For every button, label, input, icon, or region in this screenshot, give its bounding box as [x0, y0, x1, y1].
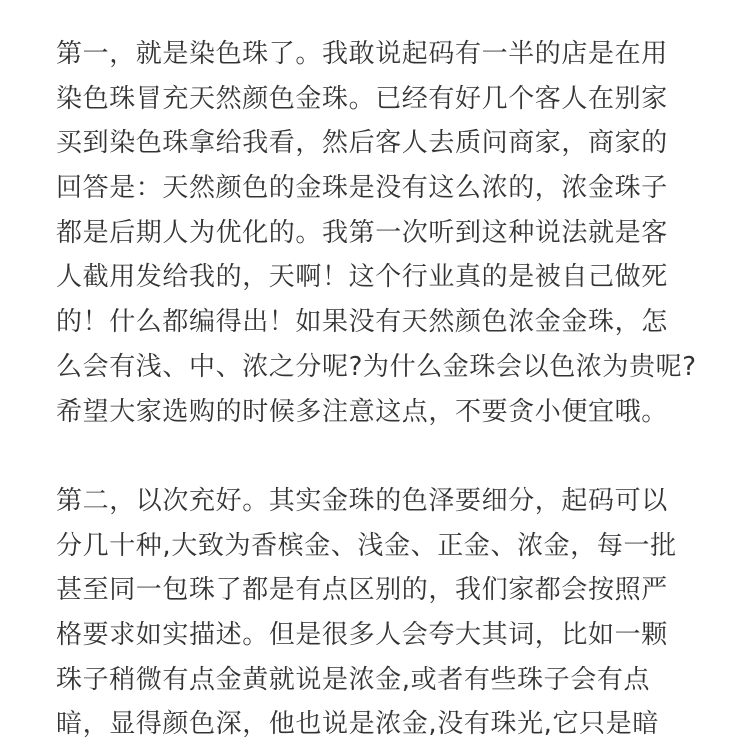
paragraph-inferior-quality [56, 479, 716, 747]
text-line: 珠子稍微有点金黄就说是浓金,或者有些珠子会有点 [56, 664, 651, 695]
text-line: 么会有浅、中、浓之分呢?为什么金珠会以色浓为贵呢? [56, 351, 697, 382]
text-line: 第一，就是染色珠了。我敢说起码有一半的店是在用 [56, 39, 668, 69]
paragraph-dyed-beads [56, 32, 716, 434]
text-line: 人截用发给我的，天啊！这个行业真的是被自己做死 [56, 262, 668, 293]
text-line: 甚至同一包珠了都是有点区别的，我们家都会按照严 [56, 575, 668, 606]
text-line: 第二，以次充好。其实金珠的色泽要细分，起码可以 [56, 486, 668, 516]
text-line: 暗，显得颜色深，他也说是浓金,没有珠光,它只是暗 [56, 709, 659, 740]
text-line: 回答是：天然颜色的金珠是没有这么浓的，浓金珠子 [56, 173, 668, 204]
text-line: 格要求如实描述。但是很多人会夸大其词，比如一颗 [56, 620, 668, 651]
text-line: 染色珠冒充天然颜色金珠。已经有好几个客人在别家 [56, 83, 668, 114]
text-line: 分几十种,大致为香槟金、浅金、正金、浓金，每一批 [56, 530, 677, 561]
text-line: 的！什么都编得出！如果没有天然颜色浓金金珠，怎 [56, 307, 668, 338]
text-line: 希望大家选购的时候多注意这点，不要贪小便宜哦。 [56, 396, 668, 427]
text-line: 都是后期人为优化的。我第一次听到这种说法就是客 [56, 217, 668, 248]
text-line: 买到染色珠拿给我看，然后客人去质问商家，商家的 [56, 128, 668, 159]
